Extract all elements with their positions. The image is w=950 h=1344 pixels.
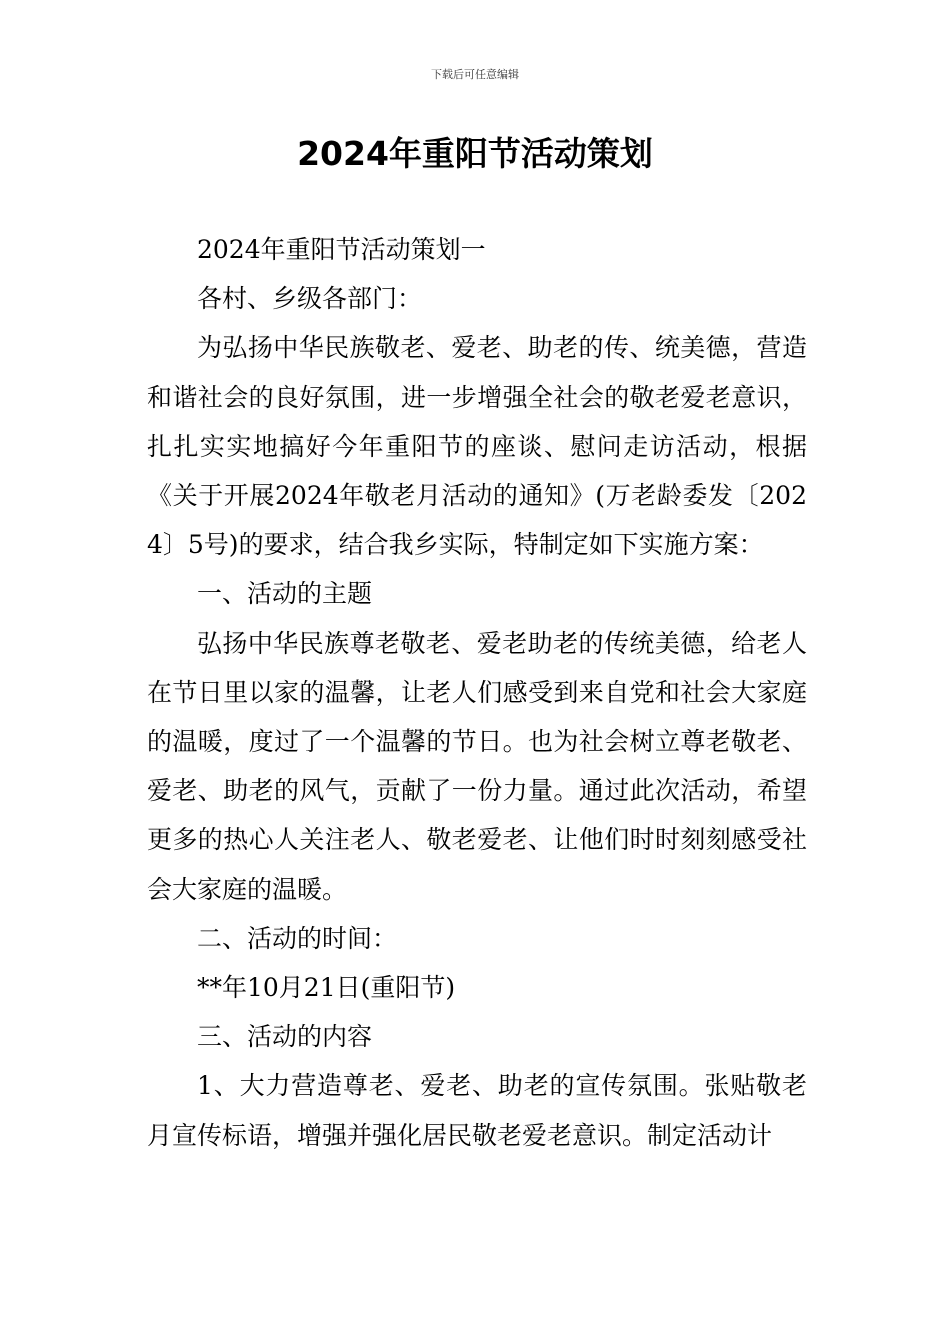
paragraph-intro: 为弘扬中华民族敬老、爱老、助老的传、统美德，营造和谐社会的良好氛围，进一步增强全社会的敬老爱老意识，扎扎实实地搞好今年重阳节的座谈、慰问走访活动，根据《关于开展2024年敬老月活动的通知》(万老龄委发〔2024〕5号)的要求，结合我乡实际，特制定如下实施方案： bbox=[147, 333, 807, 560]
paragraph-subtitle: 2024年重阳节活动策划一 bbox=[197, 235, 486, 264]
paragraph-content-1: 1、大力营造尊老、爱老、助老的宣传氛围。张贴敬老月宣传标语，增强并强化居民敬老爱老意识。制定活动计 bbox=[147, 1071, 807, 1150]
paragraph-theme: 弘扬中华民族尊老敬老、爱老助老的传统美德，给老人在节日里以家的温馨，让老人们感受到来自党和社会大家庭的温暖，度过了一个温馨的节日。也为社会树立尊老敬老、爱老、助老的风气，贡献了一份力量。通过此次活动，希望更多的热心人关注老人、敬老爱老、让他们时时刻刻感受社会大家庭的温暖。 bbox=[147, 628, 807, 904]
paragraph-salutation: 各村、乡级各部门： bbox=[197, 284, 423, 314]
section-heading-theme: 一、活动的主题 bbox=[197, 579, 373, 609]
section-heading-time: 二、活动的时间： bbox=[197, 923, 398, 953]
section-heading-content: 三、活动的内容 bbox=[197, 1022, 373, 1052]
document-body bbox=[147, 225, 807, 1160]
paragraph-time: **年10月21日(重阳节) bbox=[197, 973, 456, 1003]
header-note: 下载后可任意编辑 bbox=[431, 68, 519, 81]
document-title: 2024年重阳节活动策划 bbox=[297, 134, 653, 173]
